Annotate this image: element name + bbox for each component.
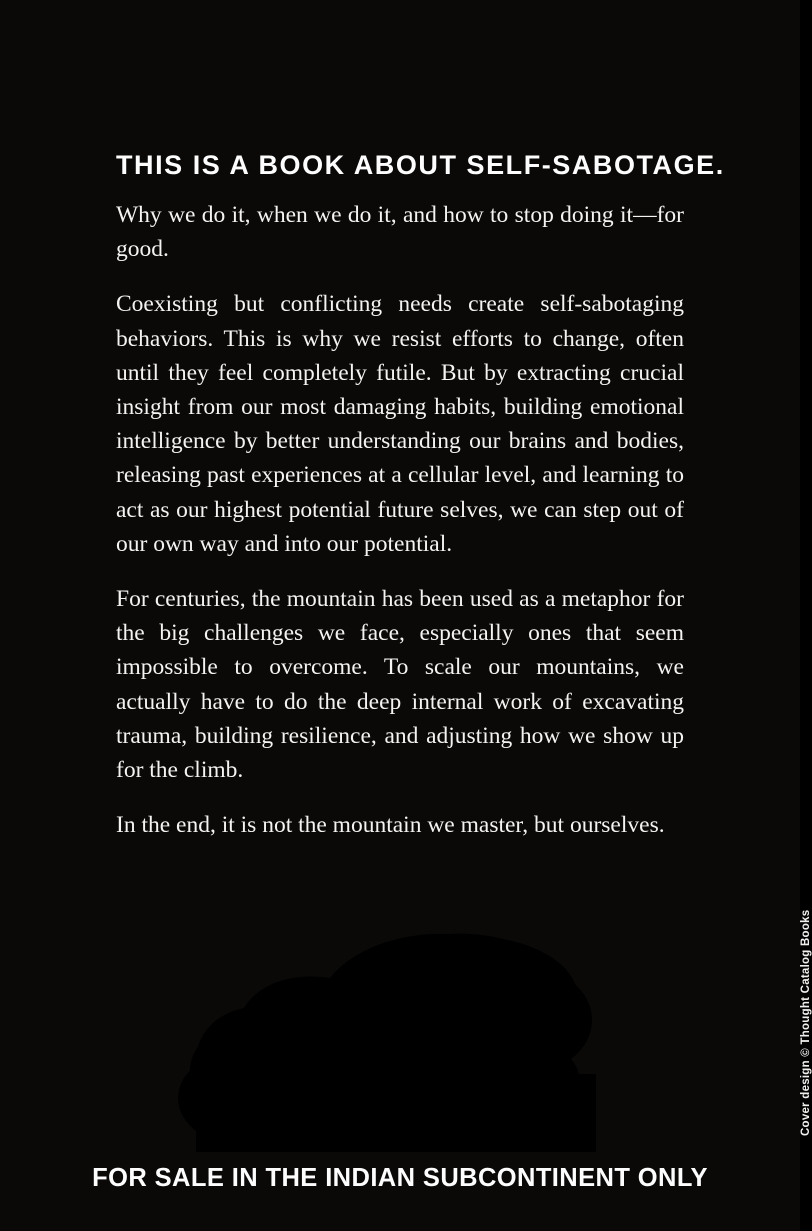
cover-design-credit: Cover design © Thought Catalog Books [800,909,812,1136]
blurb-paragraph-3: For centuries, the mountain has been used as a metaphor for the big challenges we face, especially ones that seem impossible to overcome. To scale our mountains, we actually have to do the deep internal work of excavating trauma, building resilience, and adjusting how we show up for the climb. [116,586,684,784]
back-cover-copy [116,148,725,842]
blurb-paragraph-2: Coexisting but conflicting needs create self-sabotaging behaviors. This is why we resist efforts to change, often until they feel completely futile. But by extracting crucial insight from our most damaging habits, building emotional intelligence by better understanding our brains and bodies, releasing past experiences at a cellular level, and learning to act as our highest potential future selves, we can step out of our own way and into our potential. [116,291,684,557]
page-title: THIS IS A BOOK ABOUT SELF-SABOTAGE. [116,150,725,180]
territorial-sale-notice: FOR SALE IN THE INDIAN SUBCONTINENT ONLY [92,1164,708,1192]
blurb-closing-line: In the end, it is not the mountain we master, but ourselves. [116,812,665,839]
blurb-paragraph-1: Why we do it, when we do it, and how to stop doing it—for good. [116,202,684,263]
